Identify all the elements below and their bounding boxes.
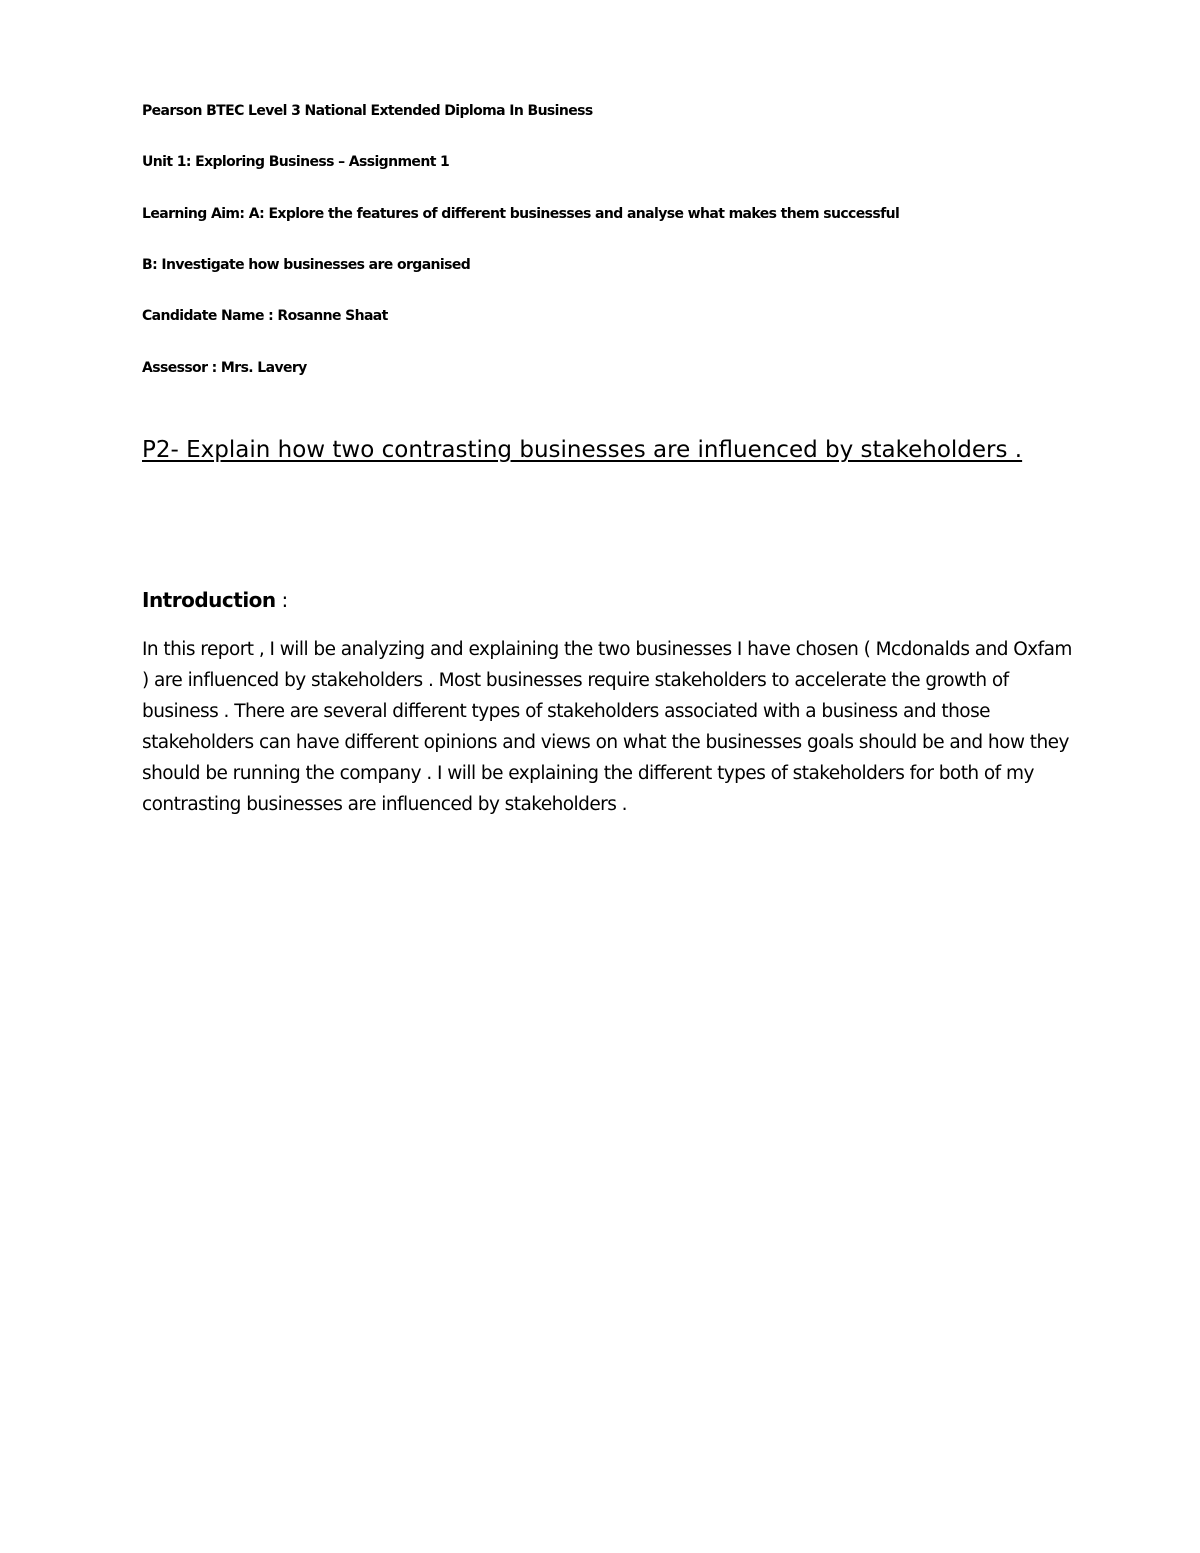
candidate-name: Candidate Name : Rosanne Shaat bbox=[142, 308, 388, 324]
learning-aim-b: B: Investigate how businesses are organised bbox=[142, 257, 471, 273]
introduction-heading-colon: : bbox=[275, 588, 288, 612]
introduction-heading-text: Introduction bbox=[142, 588, 276, 612]
learning-aim-a: Learning Aim: A: Explore the features of different businesses and analyse what makes them successful bbox=[142, 206, 900, 222]
qualification-title: Pearson BTEC Level 3 National Extended Diploma In Business bbox=[142, 103, 593, 119]
introduction-heading bbox=[142, 585, 288, 615]
assessor-name: Assessor : Mrs. Lavery bbox=[142, 360, 307, 376]
task-heading: P2- Explain how two contrasting businesses are influenced by stakeholders . bbox=[142, 437, 1023, 463]
introduction-paragraph: In this report , I will be analyzing and explaining the two businesses I have chosen ( Mcdonalds and Oxfam ) are influenced by stakeholders . Most businesses require stakeholders to accelerate the growth of business . There are several different types of stakeholders associated with a business and those stakeholders can have different opinions and views on what the businesses goals should be and how they should be running the company . I will be explaining the different types of stakeholders for both of my contrasting businesses are influenced by stakeholders . bbox=[142, 639, 1072, 815]
unit-title: Unit 1: Exploring Business – Assignment 1 bbox=[142, 154, 450, 170]
